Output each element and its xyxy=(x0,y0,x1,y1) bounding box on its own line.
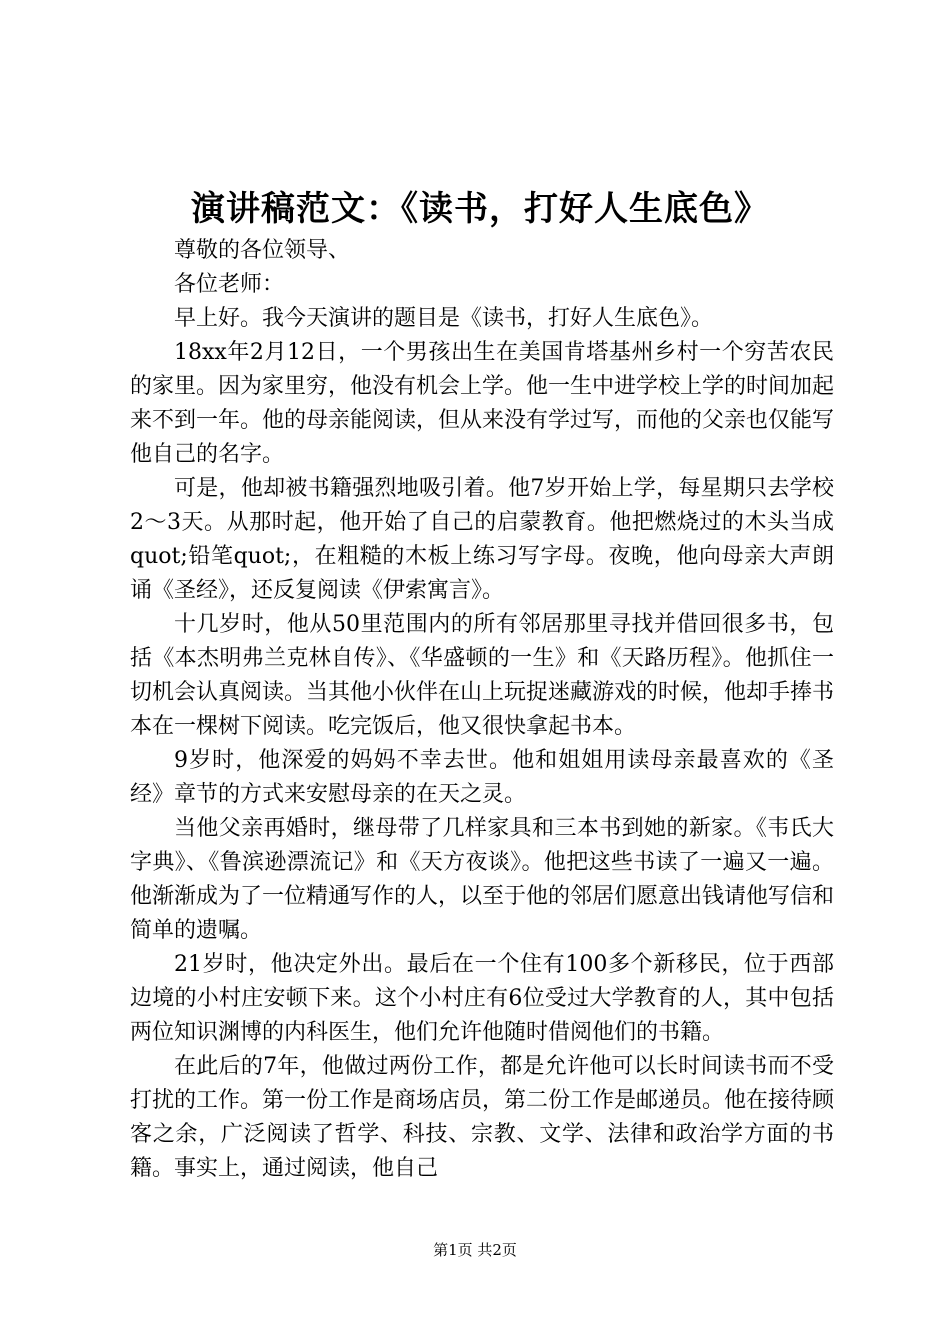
document-title: 演讲稿范文：《读书，打好人生底色》 xyxy=(191,189,769,229)
paragraph: 十几岁时，他从50里范围内的所有邻居那里寻找并借回很多书，包括《本杰明弗兰克林自传》、《华盛顿的一生》和《天路历程》。他抓住一切机会认真阅读。当其他小伙伴在山上玩捉迷藏游戏的时候，他却手捧书本在一棵树下阅读。吃完饭后，他又很快拿起书本。 xyxy=(130,612,835,739)
paragraph-salutation-2: 各位老师： xyxy=(174,272,285,297)
paragraph: 21岁时，他决定外出。最后在一个住有100多个新移民，位于西部边境的小村庄安顿下来。这个小村庄有6位受过大学教育的人，其中包括两位知识渊博的内科医生，他们允许他随时借阅他们的书籍。 xyxy=(130,952,834,1045)
paragraph: 在此后的7年，他做过两份工作，都是允许他可以长时间读书而不受打扰的工作。第一份工作是商场店员，第二份工作是邮递员。他在接待顾客之余，广泛阅读了哲学、科技、宗教、文学、法律和政治学方面的书籍。事实上，通过阅读，他自己 xyxy=(130,1054,835,1181)
paragraph-greeting: 早上好。我今天演讲的题目是《读书，打好人生底色》。 xyxy=(174,306,714,331)
paragraph: 当他父亲再婚时，继母带了几样家具和三本书到她的新家。《韦氏大字典》、《鲁滨逊漂流记》和《天方夜谈》。他把这些书读了一遍又一遍。他渐渐成为了一位精通写作的人，以至于他的邻居们愿意出钱请他写信和简单的遗嘱。 xyxy=(130,816,835,943)
document-body xyxy=(130,234,834,1186)
paragraph: 18xx年2月12日，一个男孩出生在美国肯塔基州乡村一个穷苦农民的家里。因为家里穷，他没有机会上学。他一生中进学校上学的时间加起来不到一年。他的母亲能阅读，但从来没有学过写，而他的父亲也仅能写他自己的名字。 xyxy=(130,340,835,467)
paragraph: 可是，他却被书籍强烈地吸引着。他7岁开始上学，每星期只去学校2～3天。从那时起，他开始了自己的启蒙教育。他把燃烧过的木头当成quot;铅笔quot;，在粗糙的木板上练习写字母。夜晚，他向母亲大声朗诵《圣经》，还反复阅读《伊索寓言》。 xyxy=(130,476,834,603)
paragraph: 9岁时，他深爱的妈妈不幸去世。他和姐姐用读母亲最喜欢的《圣经》章节的方式来安慰母亲的在天之灵。 xyxy=(130,748,834,807)
paragraph-salutation-1: 尊敬的各位领导、 xyxy=(174,238,351,263)
page-footer: 第1页 共2页 xyxy=(433,1241,517,1259)
